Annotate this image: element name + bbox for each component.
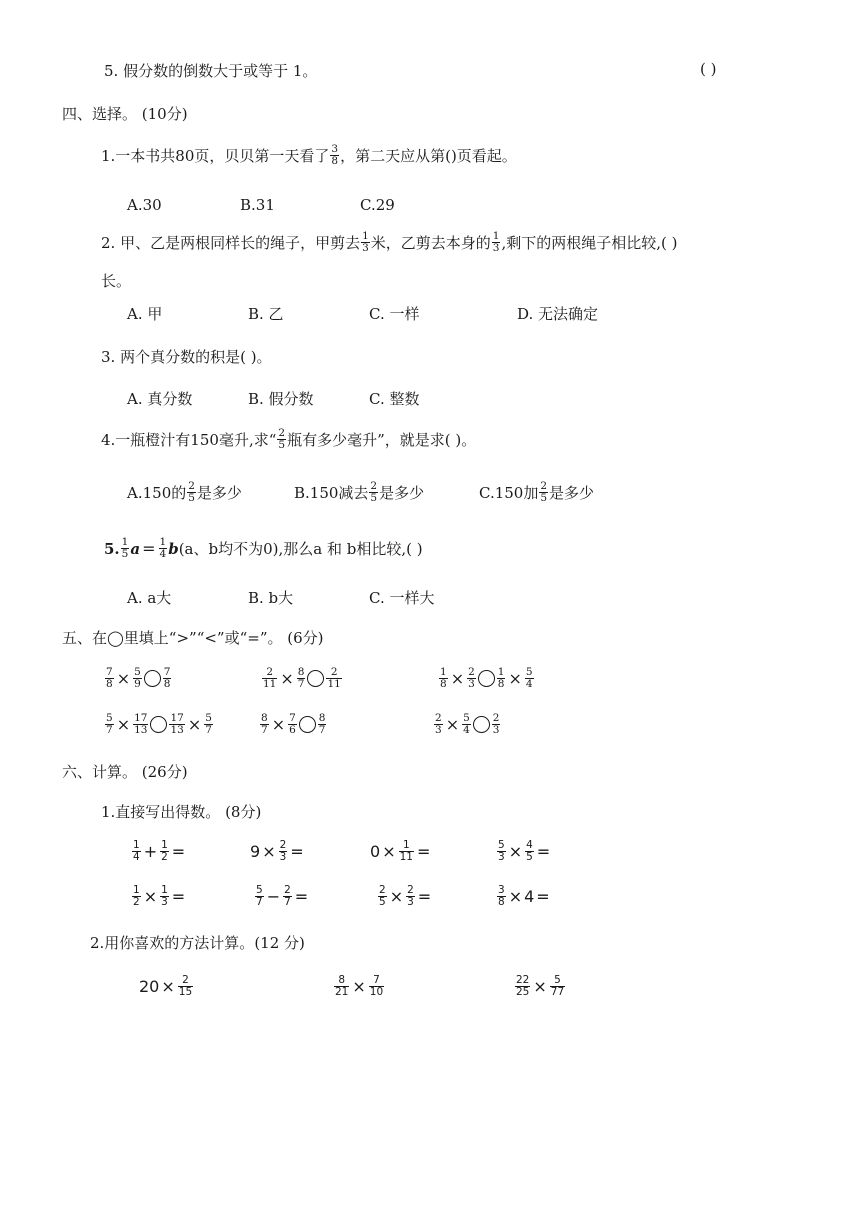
- judge-item-5-text: 5. 假分数的倒数大于或等于 1。: [104, 62, 318, 80]
- fraction: $\frac{2}{5}$: [540, 480, 548, 504]
- calc-item-10: $\frac{8}{21}$ × $\frac{7}{10}$: [335, 974, 384, 998]
- choice-option-c[interactable]: C. 一样: [369, 305, 420, 323]
- fraction: $\frac{1}{11}$: [399, 839, 413, 863]
- fraction: $\frac{22}{25}$: [516, 974, 530, 998]
- fraction: $\frac{2}{7}$: [284, 884, 291, 908]
- choice-option-c[interactable]: C.150加 $\frac{2}{5}$ 是多少: [479, 480, 595, 504]
- comparison-item-4: $\frac{5}{7}$ × $\frac{17}{13}$ $\frac{17}{13}$ × $\frac{5}{7}$: [106, 712, 212, 736]
- calc-item-2: 9 × $\frac{2}{3}$ =: [250, 839, 304, 863]
- comparison-item-5: $\frac{8}{7}$ × $\frac{7}{6}$ $\frac{8}{7}$: [261, 712, 326, 736]
- fraction: $\frac{17}{13}$: [134, 712, 148, 736]
- fraction: $\frac{2}{3}$: [492, 712, 500, 736]
- fraction: $\frac{5}{9}$: [134, 666, 141, 690]
- fraction: $\frac{1}{8}$: [440, 666, 447, 690]
- fraction: $\frac{8}{7}$: [261, 712, 268, 736]
- comparison-item-6: $\frac{2}{3}$ × $\frac{5}{4}$ $\frac{2}{3}$: [435, 712, 500, 736]
- choice-question-1: 1.一本书共80页，贝贝第一天看了 $\frac{3}{8}$ ，第二天应从第()页看起。: [101, 143, 517, 167]
- fraction: $\frac{1}{4}$: [133, 839, 140, 863]
- fraction: $\frac{2}{5}$: [379, 884, 386, 908]
- fraction: $\frac{5}{7}$: [256, 884, 263, 908]
- fraction: $\frac{5}{77}$: [550, 974, 565, 998]
- calc-item-7: $\frac{2}{5}$ × $\frac{2}{3}$ =: [379, 884, 432, 908]
- calc-item-11: $\frac{22}{25}$ × $\frac{5}{77}$: [516, 974, 565, 998]
- choice-option-a[interactable]: A. a大: [127, 589, 172, 607]
- comparison-item-1: $\frac{7}{8}$ × $\frac{5}{9}$ $\frac{7}{8}$: [106, 666, 171, 690]
- answer-circle[interactable]: [150, 716, 167, 733]
- fraction: $\frac{2}{5}$: [278, 427, 286, 451]
- choice-option-a[interactable]: A. 真分数: [127, 390, 193, 408]
- fraction: $\frac{2}{3}$: [407, 884, 414, 908]
- calc-item-5: $\frac{1}{2}$ × $\frac{1}{3}$ =: [133, 884, 186, 908]
- fraction: $\frac{5}{4}$: [463, 712, 470, 736]
- calc-item-8: $\frac{3}{8}$ × 4 =: [498, 884, 550, 908]
- choice-option-b[interactable]: B.31: [240, 196, 275, 214]
- fraction: $\frac{5}{7}$: [106, 712, 113, 736]
- choice-option-a[interactable]: A.30: [127, 196, 162, 214]
- judge-item-5: [104, 60, 317, 81]
- answer-circle[interactable]: [144, 670, 161, 687]
- choice-option-b[interactable]: B. b大: [248, 589, 294, 607]
- judge-item-5-answer-bracket[interactable]: ( ): [700, 60, 717, 78]
- fraction: $\frac{7}{6}$: [289, 712, 296, 736]
- fraction: $\frac{7}{8}$: [106, 666, 113, 690]
- fraction: $\frac{2}{15}$: [178, 974, 193, 998]
- choice-option-b[interactable]: B.150减去 $\frac{2}{5}$ 是多少: [294, 480, 425, 504]
- fraction: $\frac{1}{4}$: [159, 536, 167, 560]
- fraction: $\frac{2}{3}$: [279, 839, 287, 863]
- fraction: $\frac{8}{7}$: [318, 712, 326, 736]
- answer-circle[interactable]: [299, 716, 316, 733]
- fraction: $\frac{8}{7}$: [297, 666, 305, 690]
- choice-question-2-continued: 长。: [101, 272, 132, 290]
- choice-question-5: 5. $\frac{1}{5}$ a = $\frac{1}{4}$ b (a、b均不为0),那么a 和 b相比较,( ): [104, 536, 423, 560]
- choice-question-4: 4.一瓶橙汁有150毫升,求“ $\frac{2}{5}$ 瓶有多少毫升”，就是求( )。: [101, 427, 477, 451]
- choice-option-b[interactable]: B. 假分数: [248, 390, 314, 408]
- fraction: $\frac{8}{21}$: [335, 974, 349, 998]
- calc-item-9: 20 × $\frac{2}{15}$: [139, 974, 193, 998]
- section-5-title: 五、在◯里填上“>”“<”或“=”。 (6分): [62, 629, 324, 647]
- fraction: $\frac{5}{7}$: [205, 712, 212, 736]
- fraction: $\frac{1}{2}$: [133, 884, 140, 908]
- calc-item-6: $\frac{5}{7}$ − $\frac{2}{7}$ =: [256, 884, 309, 908]
- choice-option-a[interactable]: A. 甲: [127, 305, 163, 323]
- fraction: $\frac{2}{3}$: [435, 712, 442, 736]
- fraction: $\frac{2}{11}$: [263, 666, 277, 690]
- fraction: $\frac{1}{8}$: [497, 666, 505, 690]
- answer-circle[interactable]: [307, 670, 324, 687]
- section-6-subtitle-1: 1.直接写出得数。 (8分): [101, 803, 262, 821]
- fraction: $\frac{7}{10}$: [369, 974, 384, 998]
- choice-option-c[interactable]: C.29: [360, 196, 395, 214]
- fraction: $\frac{4}{5}$: [526, 839, 533, 863]
- fraction: $\frac{5}{3}$: [498, 839, 505, 863]
- section-6-title: 六、计算。 (26分): [62, 763, 188, 781]
- fraction: $\frac{7}{8}$: [163, 666, 171, 690]
- calc-item-4: $\frac{5}{3}$ × $\frac{4}{5}$ =: [498, 839, 551, 863]
- fraction: $\frac{3}{8}$: [498, 884, 505, 908]
- answer-circle[interactable]: [473, 716, 490, 733]
- choice-option-c[interactable]: C. 整数: [369, 390, 420, 408]
- fraction: $\frac{1}{3}$: [161, 884, 168, 908]
- section-4-title: 四、选择。 (10分): [62, 105, 188, 123]
- fraction: $\frac{2}{5}$: [370, 480, 378, 504]
- fraction: $\frac{5}{4}$: [525, 666, 533, 690]
- fraction: $\frac{1}{3}$: [492, 230, 500, 254]
- calc-item-3: 0 × $\frac{1}{11}$ =: [370, 839, 431, 863]
- choice-option-d[interactable]: D. 无法确定: [517, 305, 599, 323]
- comparison-item-2: $\frac{2}{11}$ × $\frac{8}{7}$ $\frac{2}{11}$: [263, 666, 341, 690]
- choice-question-2: 2. 甲、乙是两根同样长的绳子，甲剪去 $\frac{1}{3}$ 米，乙剪去本身的 $\frac{1}{3}$ ,剩下的两根绳子相比较,( ): [101, 230, 678, 254]
- choice-question-3: 3. 两个真分数的积是( )。: [101, 348, 272, 366]
- choice-option-b[interactable]: B. 乙: [248, 305, 284, 323]
- choice-option-a[interactable]: A.150的 $\frac{2}{5}$ 是多少: [127, 480, 242, 504]
- fraction: $\frac{2}{11}$: [327, 666, 341, 690]
- fraction: $\frac{3}{8}$: [331, 143, 339, 167]
- answer-circle[interactable]: [478, 670, 495, 687]
- fraction: $\frac{1}{3}$: [362, 230, 369, 254]
- comparison-item-3: $\frac{1}{8}$ × $\frac{2}{3}$ $\frac{1}{8}$ × $\frac{5}{4}$: [440, 666, 533, 690]
- fraction: $\frac{2}{5}$: [188, 480, 195, 504]
- fraction: $\frac{1}{2}$: [161, 839, 168, 863]
- fraction: $\frac{2}{3}$: [468, 666, 475, 690]
- choice-option-c[interactable]: C. 一样大: [369, 589, 435, 607]
- section-6-subtitle-2: 2.用你喜欢的方法计算。(12 分): [90, 934, 305, 952]
- calc-item-1: $\frac{1}{4}$ + $\frac{1}{2}$ =: [133, 839, 186, 863]
- fraction: $\frac{1}{5}$: [121, 536, 129, 560]
- fraction: $\frac{17}{13}$: [170, 712, 184, 736]
